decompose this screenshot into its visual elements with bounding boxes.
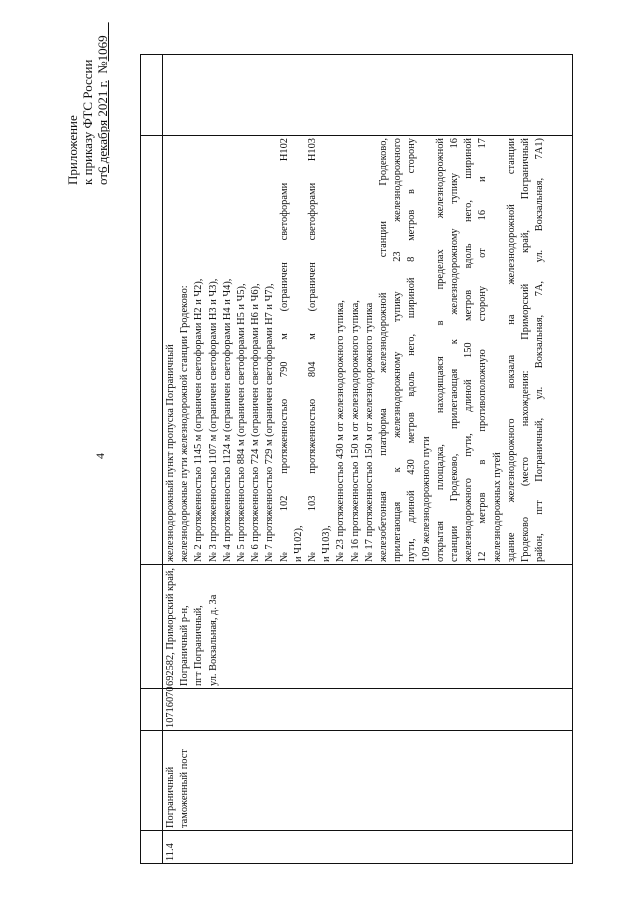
customs-code: 10716070 (163, 689, 573, 731)
table-top-row (141, 55, 163, 864)
customs-zones-table (140, 54, 573, 864)
post-address: 692582, Приморский край, Пограничный р-н, пгт Пограничный, ул. Вокзальная, д. 3а (163, 565, 573, 689)
header-line-2: к приказу ФТС России (80, 59, 95, 185)
page-number: 4 (93, 453, 107, 459)
header-from: от (95, 172, 110, 185)
number-sign: № (95, 61, 110, 74)
table-row (163, 55, 573, 864)
zone-description: железнодорожный пункт пропуска Пограничный железнодорожные пути железнодорожной станции Гродеково: № 2 протяженностью 1145 м (ограничен светофорами Н2 и Ч2), № 3 протяженностью 1107 м (ограничен светофорами Н3 и Ч3), № 4 протяженностью 1124 м (ограничен светофорами Н4 и Ч4), № 5 протяженностью 884 м (ограничен светофорами Н5 и Ч5), № 6 протяженностью 724 м (ограничен светофорами Н6 и Ч6), № 7 протяженностью 729 м (ограничен светофорами Н7 и Ч7), № 102 протяженностью 790 м (ограничен светофорами Н102 и Ч102), № 103 протяженностью 804 м (ограничен светофорами Н103 и Ч103), № 23 протяженностью 430 м от железнодорожного тупика, № 16 протяженностью 150 м от железнодорожного тупика, № 17 протяженностью 150 м от железнодорожного тупика железобетонная платформа железнодорожной станции Гродеково, прилегающая к железнодорожному тупику 23 железнодорожного пути, длиной 430 метров вдоль него, шириной 8 метров в сторону 109 железнодорожного пути открытая площадка, находящаяся в пределах железнодорожной станции Гродеково, прилегающая к железнодорожному тупику 16 железнодорожного пути, длиной 150 метров вдоль него, шириной 12 метров в противоположную сторону от 16 и 17 железнодорожных путей здание железнодорожного вокзала на железнодорожной станции Гродеково (место нахождения: Приморский край, Пограничный район, пгт Пограничный, ул. Вокзальная, 7А, ул. Вокзальная, 7А1) (163, 136, 573, 565)
order-number: 1069 (95, 35, 110, 62)
row-number: 11.4 (163, 831, 573, 864)
header-date-line (95, 5, 110, 185)
header-line-1: Приложение (65, 115, 80, 185)
order-date: 6 декабря 2021 г. (95, 80, 110, 173)
appendix-header (65, 5, 110, 185)
customs-post-name: Пограничный таможенный пост (163, 731, 573, 831)
empty-cell (163, 55, 573, 136)
